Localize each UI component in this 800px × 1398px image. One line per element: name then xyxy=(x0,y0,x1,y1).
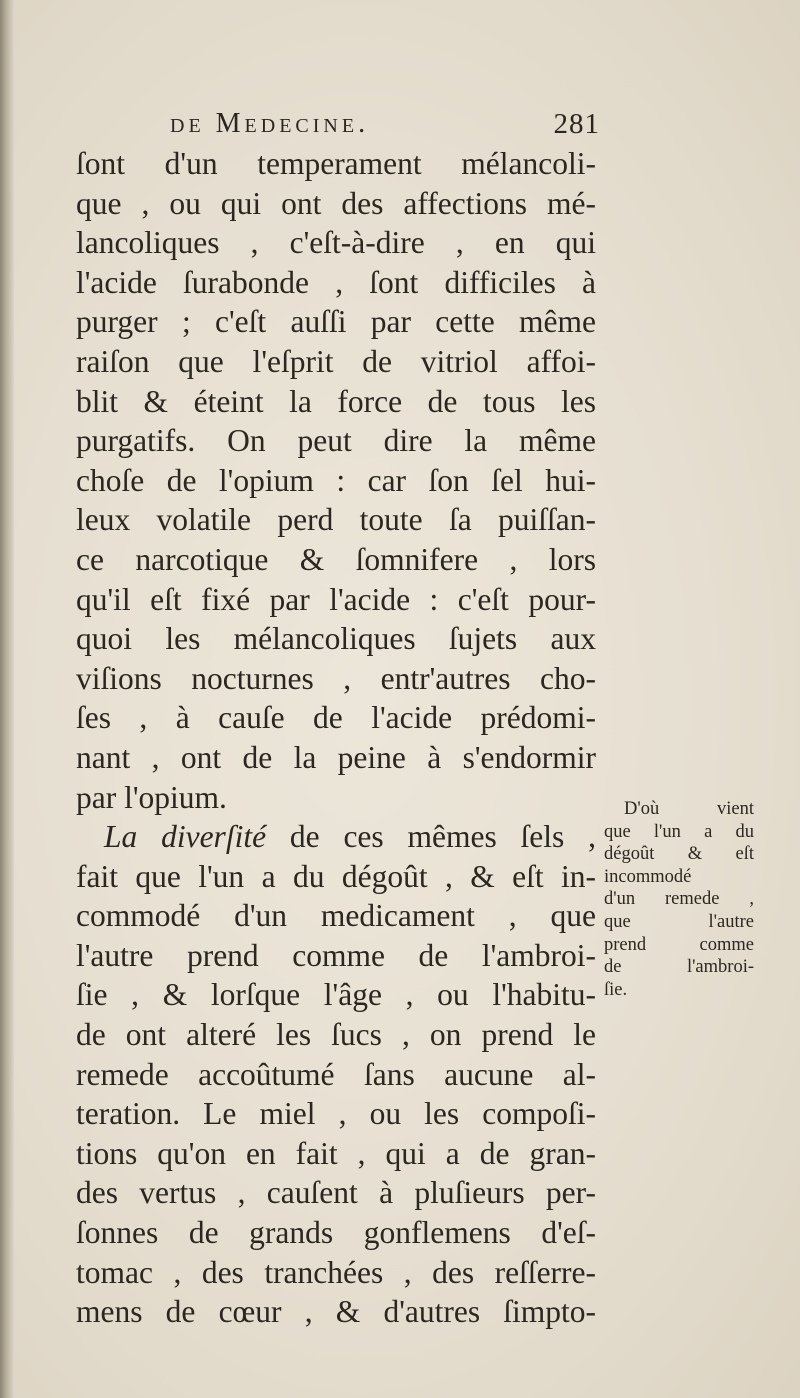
text-line: purger ; c'eſt auſſi par cette même xyxy=(76,304,596,340)
margin-note-line: ſie. xyxy=(604,979,628,1000)
text-line: de ont alteré les ſucs , on prend le xyxy=(76,1017,596,1053)
margin-note-line: prend comme xyxy=(604,934,754,955)
margin-note-line: de l'ambroi- xyxy=(604,957,754,978)
text-line: commodé d'un medicament , que xyxy=(76,898,596,934)
page-number: 281 xyxy=(553,108,600,140)
paragraph-opening-line xyxy=(76,817,596,857)
text-line: par l'opium. xyxy=(76,779,227,815)
text-line: l'autre prend comme de l'ambroi- xyxy=(76,937,596,973)
text-line: nant , ont de la peine à s'endormir xyxy=(76,739,596,775)
text-line: qu'il eſt fixé par l'acide : c'eſt pour- xyxy=(76,581,596,617)
margin-note-line: incommodé xyxy=(604,866,692,887)
text-line: purgatifs. On peut dire la même xyxy=(76,423,596,459)
text-line: leux volatile perd toute ſa puiſſan- xyxy=(76,502,596,538)
page-header xyxy=(170,108,600,148)
italic-lead: La diverſité xyxy=(104,819,267,855)
running-head: de Medecine. xyxy=(170,108,370,139)
text-line: ſont d'un temperament mélancoli- xyxy=(76,146,596,181)
text-line: ſes , à cauſe de l'acide prédomi- xyxy=(76,700,596,736)
margin-note-line: que l'un a du xyxy=(604,821,754,842)
text-line: ſie , & lorſque l'âge , ou l'habitu- xyxy=(76,977,596,1013)
text-line: des vertus , cauſent à pluſieurs per- xyxy=(76,1175,596,1211)
text-line: l'acide ſurabonde , ſont difficiles à xyxy=(76,264,596,300)
page-gutter-shadow xyxy=(0,0,14,1398)
text-line: tions qu'on en fait , qui a de gran- xyxy=(76,1135,596,1171)
text-line: quoi les mélancoliques ſujets aux xyxy=(76,621,596,657)
margin-note-line: D'où vient xyxy=(624,799,754,819)
text-line: blit & éteint la force de tous les xyxy=(76,383,596,419)
margin-note xyxy=(604,798,754,1001)
text-line: ce narcotique & ſomnifere , lors xyxy=(76,541,596,577)
text-line: choſe de l'opium : car ſon ſel hui- xyxy=(76,462,596,498)
text-line: que , ou qui ont des affections mé- xyxy=(76,185,596,221)
main-text-block xyxy=(76,144,596,1332)
text-line: raiſon que l'eſprit de vitriol affoi- xyxy=(76,343,596,379)
margin-note-line: dégoût & eſt xyxy=(604,844,754,865)
text-line: mens de cœur , & d'autres ſimpto- xyxy=(76,1294,596,1330)
opening-line-rest: de ces mêmes ſels , xyxy=(266,819,596,855)
margin-note-line: que l'autre xyxy=(604,911,754,932)
text-line: viſions nocturnes , entr'autres cho- xyxy=(76,660,596,696)
text-line: teration. Le miel , ou les compoſi- xyxy=(76,1096,596,1132)
margin-note-line: d'un remede , xyxy=(604,889,754,910)
text-line: remede accoûtumé ſans aucune al- xyxy=(76,1056,596,1092)
text-line: fait que l'un a du dégoût , & eſt in- xyxy=(76,858,596,894)
text-line: lancoliques , c'eſt-à-dire , en qui xyxy=(76,225,596,261)
text-line: ſonnes de grands gonflemens d'eſ- xyxy=(76,1215,596,1251)
text-line: tomac , des tranchées , des reſſerre- xyxy=(76,1254,596,1290)
